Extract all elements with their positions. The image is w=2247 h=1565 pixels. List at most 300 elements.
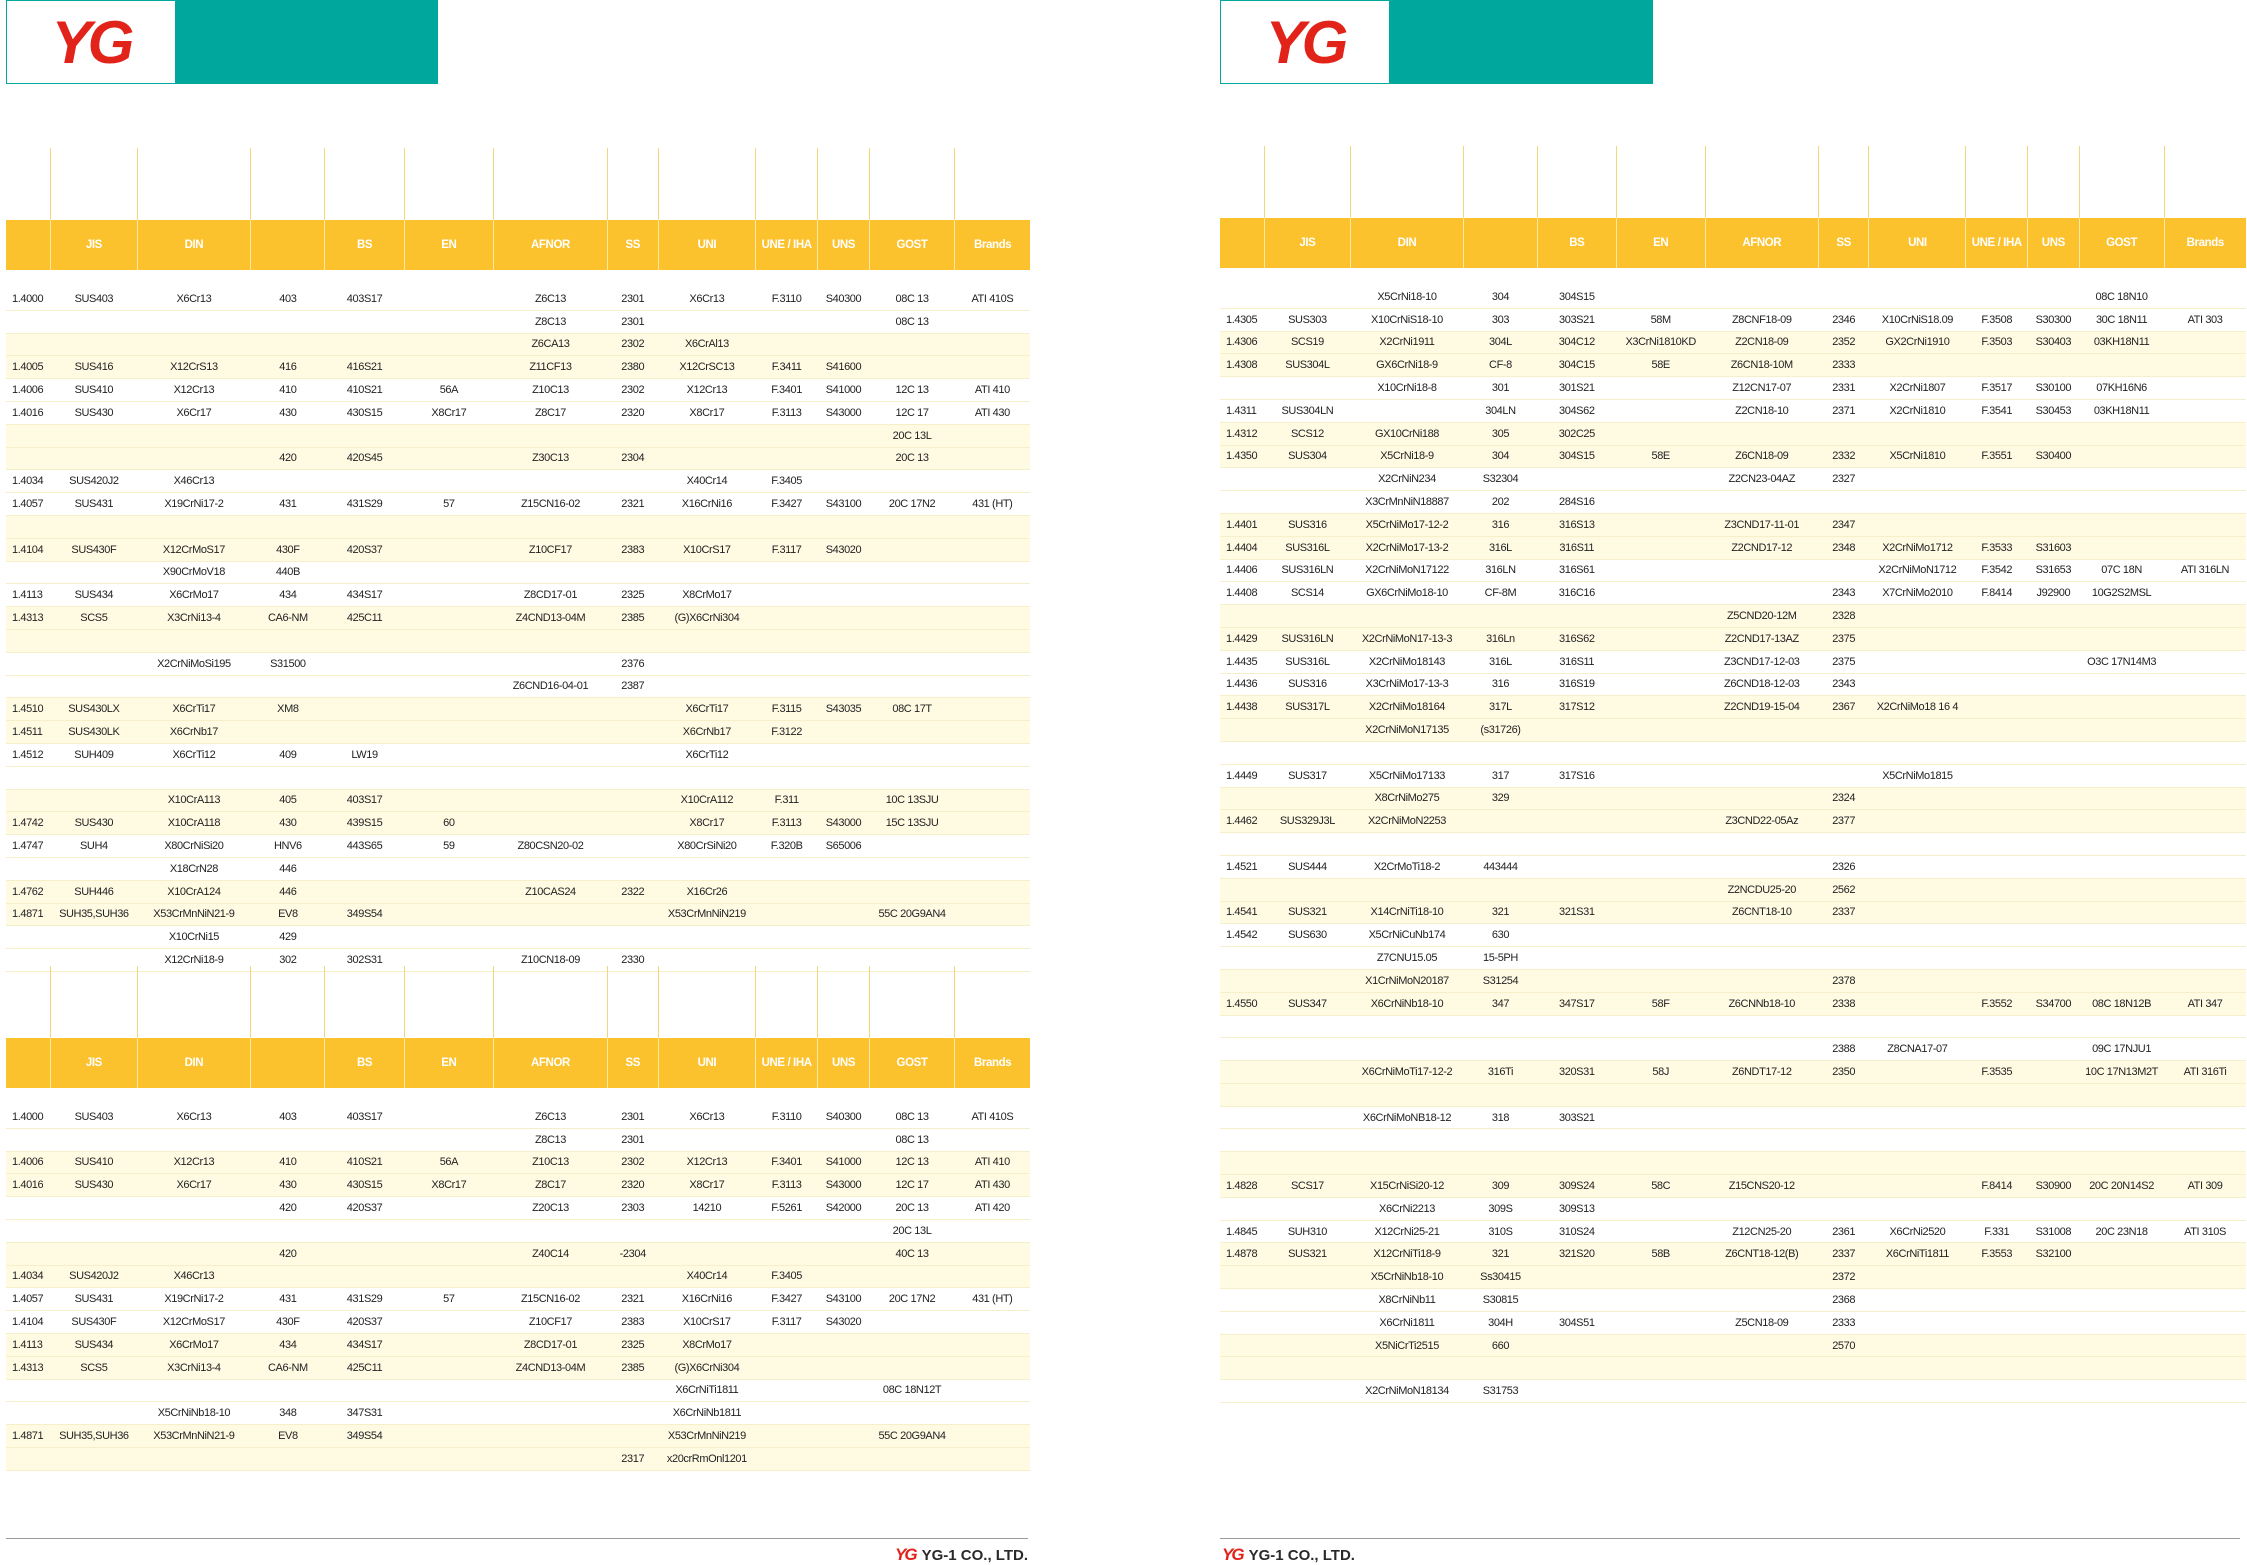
cell-bs: 416S21 xyxy=(325,356,404,379)
cell-afnor: Z2CND19-15-04 xyxy=(1705,696,1818,719)
cell-bs: 303S21 xyxy=(1537,1106,1616,1129)
cell-id xyxy=(6,926,51,949)
cell-uni: X6Cr13 xyxy=(658,1106,756,1128)
cell-bs: 321S31 xyxy=(1537,901,1616,924)
cell-afnor: Z4CND13-04M xyxy=(494,607,608,630)
cell-astm: 316LN xyxy=(1464,559,1538,582)
cell-une: F.3535 xyxy=(1966,1061,2028,1084)
cell-afnor xyxy=(1705,1106,1818,1129)
cell-uni: X6CrNi2520 xyxy=(1869,1220,1966,1243)
cell-ss: 2302 xyxy=(607,379,658,402)
cell-din: X6Cr13 xyxy=(137,1106,251,1128)
cell-din: X1CrNiMoN20187 xyxy=(1350,969,1463,992)
cell-afnor: Z3CND22-05Az xyxy=(1705,810,1818,833)
cell-uni xyxy=(1869,1015,1966,1038)
cell-uni xyxy=(1869,855,1966,878)
cell-id: 1.4449 xyxy=(1220,764,1264,787)
cell-din: X2CrNiMoN17122 xyxy=(1350,559,1463,582)
footer xyxy=(6,1538,1028,1564)
cell-uns xyxy=(2028,354,2080,377)
cell-brands xyxy=(2164,1106,2246,1129)
cell-uni: X16CrNi16 xyxy=(658,493,756,516)
cell-une: F.3551 xyxy=(1966,445,2028,468)
cell-en: 58J xyxy=(1616,1061,1705,1084)
cell-gost xyxy=(2079,1380,2164,1403)
cell-uns: S43020 xyxy=(818,1311,870,1334)
table-row xyxy=(6,835,1030,858)
cell-uns xyxy=(2028,1061,2080,1084)
cell-brands xyxy=(955,857,1030,880)
cell-en: 56A xyxy=(404,379,493,402)
cell-brands xyxy=(2164,399,2246,422)
cell-ss: 2350 xyxy=(1818,1061,1869,1084)
cell-id xyxy=(6,1379,51,1402)
cell-astm: 430 xyxy=(251,401,325,424)
cell-id: 1.4429 xyxy=(1220,627,1264,650)
column-header-en: EN xyxy=(404,220,493,270)
cell-ss: 2361 xyxy=(1818,1220,1869,1243)
column-header-brands: Brands xyxy=(955,220,1030,270)
cell-gost: 03KH18N11 xyxy=(2079,331,2164,354)
table-row xyxy=(1220,673,2246,696)
cell-jis: SUS317 xyxy=(1264,764,1350,787)
cell-afnor: Z3CND17-12-03 xyxy=(1705,650,1818,673)
cell-astm xyxy=(251,766,325,789)
cell-din: X8CrNiMo275 xyxy=(1350,787,1463,810)
cell-jis xyxy=(51,857,137,880)
cell-astm xyxy=(251,1379,325,1402)
cell-afnor xyxy=(1705,286,1818,308)
table-row xyxy=(1220,969,2246,992)
column-header-gost: GOST xyxy=(2079,218,2164,268)
cell-ss: 2388 xyxy=(1818,1038,1869,1061)
cell-jis xyxy=(1264,1334,1350,1357)
cell-uni: X80CrSiNi20 xyxy=(658,835,756,858)
cell-en xyxy=(404,926,493,949)
cell-ss xyxy=(607,766,658,789)
cell-gost: 30C 18N11 xyxy=(2079,308,2164,331)
header-banner xyxy=(1220,0,1653,84)
cell-astm: 416 xyxy=(251,356,325,379)
cell-en xyxy=(404,584,493,607)
cell-gost xyxy=(869,629,954,652)
cell-jis: SUH446 xyxy=(51,880,137,903)
cell-din: X10CrNi18-8 xyxy=(1350,377,1463,400)
cell-astm xyxy=(1464,605,1538,628)
cell-ss xyxy=(607,629,658,652)
cell-id xyxy=(6,310,51,333)
cell-bs xyxy=(325,1219,404,1242)
cell-uni: X2CrNiMo1712 xyxy=(1869,536,1966,559)
cell-id xyxy=(6,1447,51,1470)
table-row xyxy=(1220,308,2246,331)
cell-uns: S40300 xyxy=(818,1106,870,1128)
table-row xyxy=(6,1379,1030,1402)
cell-brands: ATI 410S xyxy=(955,1106,1030,1128)
column-header-uns: UNS xyxy=(818,220,870,270)
table-row xyxy=(6,607,1030,630)
cell-gost: 08C 13 xyxy=(869,1106,954,1128)
cell-astm: S30815 xyxy=(1464,1289,1538,1312)
cell-gost xyxy=(2079,1311,2164,1334)
cell-en: 60 xyxy=(404,812,493,835)
cell-bs xyxy=(1537,741,1616,764)
cell-gost xyxy=(869,470,954,493)
cell-id: 1.4313 xyxy=(6,607,51,630)
cell-astm: 15-5PH xyxy=(1464,947,1538,970)
cell-uns xyxy=(818,926,870,949)
cell-din: X53CrMnNiN21-9 xyxy=(137,1425,251,1448)
cell-uns xyxy=(2028,1380,2080,1403)
cell-din: X6CrNiMoNB18-12 xyxy=(1350,1106,1463,1129)
cell-brands xyxy=(2164,1152,2246,1175)
cell-brands xyxy=(2164,924,2246,947)
cell-uni: X6CrNiTi1811 xyxy=(658,1379,756,1402)
cell-jis: SUS347 xyxy=(1264,992,1350,1015)
cell-gost xyxy=(869,880,954,903)
cell-id xyxy=(1220,491,1264,514)
cell-gost xyxy=(2079,1334,2164,1357)
cell-jis: SUS444 xyxy=(1264,855,1350,878)
cell-astm xyxy=(251,721,325,744)
cell-id: 1.4401 xyxy=(1220,513,1264,536)
column-header-uni: UNI xyxy=(658,220,756,270)
cell-en xyxy=(1616,1311,1705,1334)
table-row xyxy=(1220,1129,2246,1152)
cell-en xyxy=(1616,513,1705,536)
cell-id: 1.4878 xyxy=(1220,1243,1264,1266)
cell-une xyxy=(1966,1038,2028,1061)
table-row xyxy=(6,880,1030,903)
cell-bs: 304C15 xyxy=(1537,354,1616,377)
column-header-ss: SS xyxy=(607,220,658,270)
cell-din: X6CrNiMoTi17-12-2 xyxy=(1350,1061,1463,1084)
cell-bs xyxy=(325,721,404,744)
cell-une xyxy=(1966,947,2028,970)
cell-id: 1.4510 xyxy=(6,698,51,721)
cell-din: X3CrNiMo17-13-3 xyxy=(1350,673,1463,696)
table-row xyxy=(1220,1220,2246,1243)
table-row xyxy=(6,812,1030,835)
cell-en xyxy=(404,743,493,766)
cell-ss: 2326 xyxy=(1818,855,1869,878)
cell-astm: 301 xyxy=(1464,377,1538,400)
cell-uns xyxy=(818,1425,870,1448)
cell-en xyxy=(404,1128,493,1151)
cell-din: X10CrA118 xyxy=(137,812,251,835)
cell-afnor: Z10CN18-09 xyxy=(494,949,608,972)
cell-astm xyxy=(1464,741,1538,764)
cell-bs: 430S15 xyxy=(325,1174,404,1197)
cell-une xyxy=(1966,741,2028,764)
cell-ss xyxy=(1818,1152,1869,1175)
cell-din: X5CrNiNb18-10 xyxy=(1350,1266,1463,1289)
company-name: YG-1 CO., LTD. xyxy=(921,1546,1028,1564)
right-page xyxy=(1220,0,2247,1565)
table-row xyxy=(6,1288,1030,1311)
cell-en xyxy=(1616,696,1705,719)
cell-jis xyxy=(51,766,137,789)
cell-bs: 420S37 xyxy=(325,1197,404,1220)
cell-uni xyxy=(1869,787,1966,810)
cell-une xyxy=(1966,719,2028,742)
cell-uns xyxy=(2028,1152,2080,1175)
cell-une xyxy=(756,1379,818,1402)
cell-brands: ATI 303 xyxy=(2164,308,2246,331)
cell-ss: 2375 xyxy=(1818,627,1869,650)
table-row xyxy=(6,310,1030,333)
cell-brands xyxy=(955,1356,1030,1379)
cell-gost xyxy=(869,607,954,630)
cell-brands xyxy=(2164,855,2246,878)
cell-afnor xyxy=(1705,855,1818,878)
cell-id: 1.4312 xyxy=(1220,422,1264,445)
cell-uns xyxy=(2028,1357,2080,1380)
table-row xyxy=(6,652,1030,675)
cell-jis xyxy=(1264,833,1350,856)
title-cell xyxy=(1705,146,1818,218)
cell-astm xyxy=(251,1265,325,1288)
cell-uns xyxy=(818,1242,870,1265)
cell-une xyxy=(1966,1380,2028,1403)
table-title-area xyxy=(6,148,1030,220)
cell-gost: 08C 13 xyxy=(869,288,954,310)
cell-afnor xyxy=(494,1425,608,1448)
title-cell xyxy=(404,148,493,220)
column-header-brands: Brands xyxy=(955,1038,1030,1088)
cell-id: 1.4311 xyxy=(1220,399,1264,422)
cell-une xyxy=(1966,787,2028,810)
cell-afnor: Z8C13 xyxy=(494,310,608,333)
cell-bs: 420S45 xyxy=(325,447,404,470)
cell-une xyxy=(1966,354,2028,377)
cell-afnor xyxy=(1705,924,1818,947)
cell-jis: SUS403 xyxy=(51,288,137,310)
cell-uns xyxy=(2028,513,2080,536)
cell-ss: 2332 xyxy=(1818,445,1869,468)
cell-gost xyxy=(2079,468,2164,491)
cell-id xyxy=(6,857,51,880)
cell-jis: SUS430F xyxy=(51,538,137,561)
yg-logo xyxy=(6,0,176,84)
title-cell xyxy=(404,966,493,1038)
table-row xyxy=(1220,1061,2246,1084)
cell-id: 1.4104 xyxy=(6,1311,51,1334)
cell-din: X2CrNi1911 xyxy=(1350,331,1463,354)
cell-id: 1.4306 xyxy=(1220,331,1264,354)
cell-id xyxy=(1220,1038,1264,1061)
cell-en xyxy=(1616,764,1705,787)
cell-uni: X53CrMnNiN219 xyxy=(658,1425,756,1448)
title-cell xyxy=(658,966,756,1038)
cell-uni xyxy=(1869,901,1966,924)
cell-astm xyxy=(251,1219,325,1242)
cell-ss: 2387 xyxy=(607,675,658,698)
cell-din xyxy=(1350,1015,1463,1038)
table-row xyxy=(1220,605,2246,628)
cell-gost xyxy=(2079,1289,2164,1312)
cell-din: X10CrA113 xyxy=(137,789,251,812)
cell-astm: 446 xyxy=(251,857,325,880)
cell-gost xyxy=(2079,901,2164,924)
cell-afnor xyxy=(494,766,608,789)
cell-bs: 420S37 xyxy=(325,538,404,561)
cell-ss xyxy=(607,470,658,493)
title-cell xyxy=(607,966,658,1038)
cell-id xyxy=(6,766,51,789)
cell-brands xyxy=(2164,650,2246,673)
cell-afnor xyxy=(1705,1380,1818,1403)
cell-uns xyxy=(2028,696,2080,719)
cell-din xyxy=(1350,1129,1463,1152)
cell-din: X6CrTi12 xyxy=(137,743,251,766)
cell-astm: 304H xyxy=(1464,1311,1538,1334)
cell-brands: ATI 410 xyxy=(955,379,1030,402)
column-header-astm xyxy=(1464,218,1538,268)
cell-en xyxy=(404,561,493,584)
cell-uni: X16Cr26 xyxy=(658,880,756,903)
cell-afnor xyxy=(494,1219,608,1242)
column-header-bs: BS xyxy=(325,1038,404,1088)
cell-une xyxy=(756,1219,818,1242)
table-row xyxy=(1220,878,2246,901)
table-row xyxy=(6,1128,1030,1151)
cell-afnor: Z10CF17 xyxy=(494,1311,608,1334)
cell-id: 1.4550 xyxy=(1220,992,1264,1015)
cell-bs: 347S31 xyxy=(325,1402,404,1425)
cell-uns xyxy=(2028,764,2080,787)
cell-din: X5NiCrTi2515 xyxy=(1350,1334,1463,1357)
cell-id: 1.4521 xyxy=(1220,855,1264,878)
cell-afnor xyxy=(1705,1152,1818,1175)
cell-une xyxy=(756,652,818,675)
cell-gost xyxy=(2079,947,2164,970)
cell-gost xyxy=(869,766,954,789)
cell-jis xyxy=(51,333,137,356)
cell-ss xyxy=(1818,947,1869,970)
table-row xyxy=(1220,810,2246,833)
title-cell xyxy=(2164,146,2246,218)
cell-jis: SUS303 xyxy=(1264,308,1350,331)
cell-id: 1.4462 xyxy=(1220,810,1264,833)
cell-en xyxy=(1616,1380,1705,1403)
cell-afnor: Z12CN25-20 xyxy=(1705,1220,1818,1243)
table-row xyxy=(6,1151,1030,1174)
cell-en xyxy=(404,607,493,630)
cell-une xyxy=(1966,1106,2028,1129)
cell-afnor xyxy=(494,561,608,584)
title-cell xyxy=(607,148,658,220)
cell-gost xyxy=(869,1356,954,1379)
cell-afnor: Z6CND18-12-03 xyxy=(1705,673,1818,696)
cell-uni xyxy=(658,310,756,333)
cell-jis: SUS630 xyxy=(1264,924,1350,947)
cell-din: X6CrNb17 xyxy=(137,721,251,744)
cell-astm: HNV6 xyxy=(251,835,325,858)
cell-din: GX6CrNi18-9 xyxy=(1350,354,1463,377)
cell-brands: ATI 430 xyxy=(955,1174,1030,1197)
cell-afnor xyxy=(1705,582,1818,605)
cell-gost: 12C 13 xyxy=(869,379,954,402)
cell-bs: 317S16 xyxy=(1537,764,1616,787)
cell-uns xyxy=(2028,650,2080,673)
cell-jis: SUS434 xyxy=(51,584,137,607)
cell-din: X2CrNiMoN17135 xyxy=(1350,719,1463,742)
cell-brands xyxy=(2164,1289,2246,1312)
column-header-din: DIN xyxy=(1350,218,1463,268)
cell-afnor xyxy=(1705,969,1818,992)
cell-une: F.3110 xyxy=(756,1106,818,1128)
cell-en xyxy=(404,652,493,675)
cell-bs xyxy=(1537,468,1616,491)
cell-id xyxy=(1220,605,1264,628)
cell-din xyxy=(137,1128,251,1151)
cell-brands xyxy=(955,1311,1030,1334)
table-row xyxy=(6,561,1030,584)
cell-brands xyxy=(955,812,1030,835)
cell-uni: X12Cr13 xyxy=(658,379,756,402)
cell-afnor: Z10CAS24 xyxy=(494,880,608,903)
title-cell xyxy=(869,966,954,1038)
cell-gost xyxy=(2079,1266,2164,1289)
cell-din xyxy=(137,1447,251,1470)
cell-uns xyxy=(818,1265,870,1288)
cell-bs: 303S21 xyxy=(1537,308,1616,331)
cell-id xyxy=(1220,1334,1264,1357)
cell-une xyxy=(756,903,818,926)
cell-ss: 2302 xyxy=(607,333,658,356)
cell-din: X6CrNiNb18-10 xyxy=(1350,992,1463,1015)
cell-uns xyxy=(2028,810,2080,833)
cell-ss: 2303 xyxy=(607,1197,658,1220)
cell-bs: 403S17 xyxy=(325,1106,404,1128)
footer xyxy=(1220,1538,2240,1564)
cell-astm: S31500 xyxy=(251,652,325,675)
cell-gost xyxy=(869,857,954,880)
cell-din: X5CrNiMo17133 xyxy=(1350,764,1463,787)
cell-une xyxy=(756,857,818,880)
cell-une xyxy=(756,447,818,470)
cell-brands xyxy=(2164,969,2246,992)
cell-brands xyxy=(955,1265,1030,1288)
cell-jis: SUS430F xyxy=(51,1311,137,1334)
cell-uni xyxy=(1869,833,1966,856)
cell-jis: SUS416 xyxy=(51,356,137,379)
company-name: YG-1 CO., LTD. xyxy=(1248,1546,1355,1564)
cell-jis: SUS316L xyxy=(1264,536,1350,559)
cell-id: 1.4057 xyxy=(6,493,51,516)
cell-en: 57 xyxy=(404,493,493,516)
cell-astm: 303 xyxy=(1464,308,1538,331)
cell-din: X12CrNiTi18-9 xyxy=(1350,1243,1463,1266)
cell-ss: 2383 xyxy=(607,538,658,561)
cell-brands: 431 (HT) xyxy=(955,493,1030,516)
cell-uni xyxy=(1869,969,1966,992)
table-row xyxy=(1220,513,2246,536)
header-gap xyxy=(6,270,1030,288)
table-header xyxy=(6,1038,1030,1088)
cell-astm: 316L xyxy=(1464,536,1538,559)
cell-ss xyxy=(607,515,658,538)
cell-jis xyxy=(51,675,137,698)
cell-uni: 14210 xyxy=(658,1197,756,1220)
cell-une xyxy=(1966,1197,2028,1220)
cell-ss: 2372 xyxy=(1818,1266,1869,1289)
cell-uns xyxy=(818,310,870,333)
table-row xyxy=(1220,741,2246,764)
cell-din: X3CrNi13-4 xyxy=(137,1356,251,1379)
cell-id xyxy=(6,1128,51,1151)
